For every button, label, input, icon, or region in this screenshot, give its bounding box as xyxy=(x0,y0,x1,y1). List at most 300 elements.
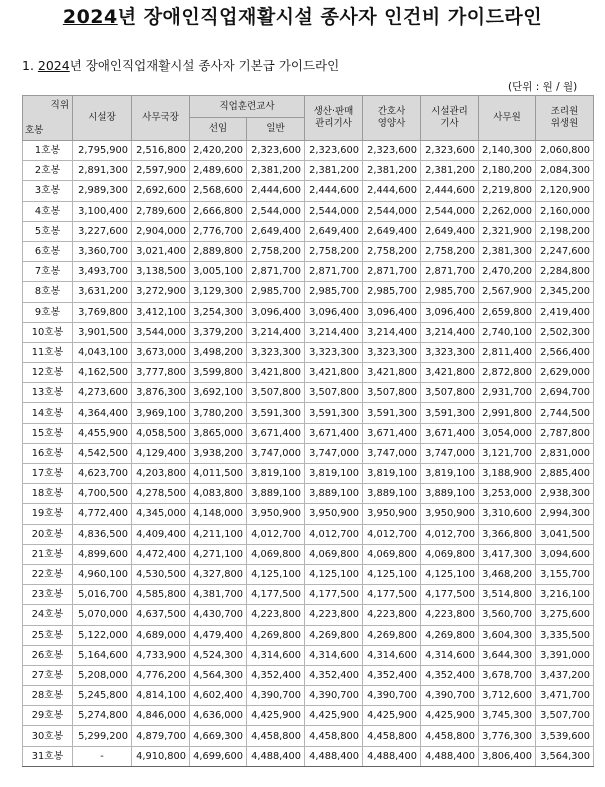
table-row xyxy=(23,686,594,706)
cell-grade: 26호봉 xyxy=(23,645,73,665)
cell-facility: 3,819,100 xyxy=(421,464,479,484)
cell-trainer-general: 3,214,400 xyxy=(247,322,305,342)
table-row xyxy=(23,363,594,383)
cell-production: 4,488,400 xyxy=(305,746,363,766)
cell-trainer-senior: 2,889,800 xyxy=(190,241,247,261)
cell-trainer-senior: 3,599,800 xyxy=(190,363,247,383)
cell-secretary: 4,910,800 xyxy=(132,746,190,766)
cell-facility: 4,488,400 xyxy=(421,746,479,766)
cell-production: 4,390,700 xyxy=(305,686,363,706)
cell-trainer-senior: 2,666,800 xyxy=(190,201,247,221)
cell-facility: 4,352,400 xyxy=(421,665,479,685)
cell-trainer-senior: 4,636,000 xyxy=(190,706,247,726)
cell-trainer-senior: 4,011,500 xyxy=(190,464,247,484)
cell-secretary: 4,345,000 xyxy=(132,504,190,524)
header-cook: 조리원 위생원 xyxy=(536,96,594,141)
cell-director: 4,700,500 xyxy=(73,484,132,504)
title-text: 년 장애인직업재활시설 종사자 인건비 가이드라인 xyxy=(117,6,543,28)
cell-director: - xyxy=(73,746,132,766)
cell-grade: 1호봉 xyxy=(23,141,73,161)
cell-facility: 2,323,600 xyxy=(421,141,479,161)
cell-secretary: 4,530,500 xyxy=(132,564,190,584)
cell-secretary: 4,637,500 xyxy=(132,605,190,625)
cell-production: 4,177,500 xyxy=(305,585,363,605)
cell-grade: 11호봉 xyxy=(23,342,73,362)
cell-director: 4,772,400 xyxy=(73,504,132,524)
cell-nurse: 4,488,400 xyxy=(363,746,421,766)
page-title xyxy=(0,2,605,29)
cell-facility: 4,269,800 xyxy=(421,625,479,645)
cell-production: 4,458,800 xyxy=(305,726,363,746)
cell-secretary: 4,409,400 xyxy=(132,524,190,544)
cell-grade: 7호봉 xyxy=(23,262,73,282)
table-row xyxy=(23,706,594,726)
cell-secretary: 2,516,800 xyxy=(132,141,190,161)
cell-cook: 2,938,300 xyxy=(536,484,594,504)
cell-facility: 3,950,900 xyxy=(421,504,479,524)
cell-trainer-senior: 4,271,100 xyxy=(190,544,247,564)
cell-nurse: 2,381,200 xyxy=(363,161,421,181)
cell-secretary: 4,203,800 xyxy=(132,464,190,484)
cell-director: 5,274,800 xyxy=(73,706,132,726)
header-trainer-senior: 선임 xyxy=(190,118,247,141)
table-row xyxy=(23,665,594,685)
cell-nurse: 4,352,400 xyxy=(363,665,421,685)
table-row xyxy=(23,726,594,746)
cell-grade: 5호봉 xyxy=(23,221,73,241)
cell-cook: 2,160,000 xyxy=(536,201,594,221)
cell-nurse: 3,421,800 xyxy=(363,363,421,383)
cell-grade: 14호봉 xyxy=(23,403,73,423)
cell-facility: 2,444,600 xyxy=(421,181,479,201)
cell-grade: 13호봉 xyxy=(23,383,73,403)
cell-nurse: 4,269,800 xyxy=(363,625,421,645)
cell-cook: 3,094,600 xyxy=(536,544,594,564)
cell-trainer-general: 3,950,900 xyxy=(247,504,305,524)
cell-facility: 2,544,000 xyxy=(421,201,479,221)
cell-nurse: 2,544,000 xyxy=(363,201,421,221)
cell-trainer-general: 3,671,400 xyxy=(247,423,305,443)
cell-clerk: 3,514,800 xyxy=(479,585,536,605)
cell-cook: 2,694,700 xyxy=(536,383,594,403)
cell-nurse: 4,069,800 xyxy=(363,544,421,564)
cell-trainer-senior: 2,420,200 xyxy=(190,141,247,161)
cell-trainer-senior: 4,327,800 xyxy=(190,564,247,584)
corner-header xyxy=(23,96,73,141)
cell-grade: 8호봉 xyxy=(23,282,73,302)
cell-nurse: 4,458,800 xyxy=(363,726,421,746)
cell-nurse: 2,649,400 xyxy=(363,221,421,241)
cell-clerk: 2,811,400 xyxy=(479,342,536,362)
cell-trainer-senior: 4,564,300 xyxy=(190,665,247,685)
cell-director: 3,360,700 xyxy=(73,241,132,261)
cell-production: 4,069,800 xyxy=(305,544,363,564)
cell-cook: 3,041,500 xyxy=(536,524,594,544)
cell-clerk: 2,567,900 xyxy=(479,282,536,302)
cell-trainer-senior: 3,780,200 xyxy=(190,403,247,423)
cell-director: 2,989,300 xyxy=(73,181,132,201)
cell-director: 5,016,700 xyxy=(73,585,132,605)
cell-secretary: 4,814,100 xyxy=(132,686,190,706)
cell-secretary: 3,544,000 xyxy=(132,322,190,342)
cell-clerk: 3,604,300 xyxy=(479,625,536,645)
cell-facility: 4,012,700 xyxy=(421,524,479,544)
cell-clerk: 3,468,200 xyxy=(479,564,536,584)
cell-facility: 3,214,400 xyxy=(421,322,479,342)
cell-grade: 15호봉 xyxy=(23,423,73,443)
cell-facility: 3,747,000 xyxy=(421,443,479,463)
cell-cook: 3,507,700 xyxy=(536,706,594,726)
cell-clerk: 2,262,000 xyxy=(479,201,536,221)
salary-table xyxy=(22,95,594,767)
cell-nurse: 4,314,600 xyxy=(363,645,421,665)
table-row xyxy=(23,564,594,584)
cell-clerk: 3,310,600 xyxy=(479,504,536,524)
cell-secretary: 3,969,100 xyxy=(132,403,190,423)
cell-cook: 2,060,800 xyxy=(536,141,594,161)
cell-cook: 2,885,400 xyxy=(536,464,594,484)
table-row xyxy=(23,141,594,161)
cell-cook: 2,787,800 xyxy=(536,423,594,443)
cell-trainer-general: 4,352,400 xyxy=(247,665,305,685)
cell-grade: 19호봉 xyxy=(23,504,73,524)
table-row xyxy=(23,241,594,261)
table-row xyxy=(23,282,594,302)
cell-cook: 3,155,700 xyxy=(536,564,594,584)
table-row xyxy=(23,262,594,282)
table-row xyxy=(23,645,594,665)
cell-clerk: 2,991,800 xyxy=(479,403,536,423)
cell-secretary: 2,597,900 xyxy=(132,161,190,181)
cell-trainer-senior: 4,479,400 xyxy=(190,625,247,645)
cell-director: 4,542,500 xyxy=(73,443,132,463)
cell-trainer-general: 2,985,700 xyxy=(247,282,305,302)
cell-trainer-senior: 3,129,300 xyxy=(190,282,247,302)
cell-production: 2,544,000 xyxy=(305,201,363,221)
cell-clerk: 3,745,300 xyxy=(479,706,536,726)
cell-secretary: 3,138,500 xyxy=(132,262,190,282)
cell-trainer-general: 4,177,500 xyxy=(247,585,305,605)
cell-trainer-senior: 3,865,000 xyxy=(190,423,247,443)
cell-trainer-general: 2,381,200 xyxy=(247,161,305,181)
cell-cook: 2,084,300 xyxy=(536,161,594,181)
cell-facility: 4,390,700 xyxy=(421,686,479,706)
cell-clerk: 3,644,300 xyxy=(479,645,536,665)
cell-nurse: 3,507,800 xyxy=(363,383,421,403)
cell-trainer-general: 4,125,100 xyxy=(247,564,305,584)
cell-trainer-general: 3,421,800 xyxy=(247,363,305,383)
cell-grade: 6호봉 xyxy=(23,241,73,261)
cell-trainer-general: 4,425,900 xyxy=(247,706,305,726)
cell-cook: 2,247,600 xyxy=(536,241,594,261)
cell-production: 3,671,400 xyxy=(305,423,363,443)
cell-cook: 2,629,000 xyxy=(536,363,594,383)
unit-note: (단위 : 원 / 월) xyxy=(508,81,578,93)
cell-trainer-general: 4,314,600 xyxy=(247,645,305,665)
cell-cook: 2,744,500 xyxy=(536,403,594,423)
cell-nurse: 3,671,400 xyxy=(363,423,421,443)
cell-cook: 2,345,200 xyxy=(536,282,594,302)
cell-grade: 28호봉 xyxy=(23,686,73,706)
table-row xyxy=(23,302,594,322)
cell-grade: 21호봉 xyxy=(23,544,73,564)
header-clerk: 사무원 xyxy=(479,96,536,141)
cell-director: 3,631,200 xyxy=(73,282,132,302)
cell-trainer-senior: 4,669,300 xyxy=(190,726,247,746)
cell-director: 2,891,300 xyxy=(73,161,132,181)
cell-grade: 31호봉 xyxy=(23,746,73,766)
cell-facility: 3,591,300 xyxy=(421,403,479,423)
cell-trainer-senior: 2,776,700 xyxy=(190,221,247,241)
section-number: 1. xyxy=(22,58,38,73)
cell-trainer-senior: 4,602,400 xyxy=(190,686,247,706)
cell-director: 3,769,800 xyxy=(73,302,132,322)
cell-cook: 3,564,300 xyxy=(536,746,594,766)
cell-production: 2,444,600 xyxy=(305,181,363,201)
cell-production: 4,125,100 xyxy=(305,564,363,584)
table-row xyxy=(23,524,594,544)
cell-facility: 3,096,400 xyxy=(421,302,479,322)
cell-cook: 2,419,400 xyxy=(536,302,594,322)
cell-director: 4,364,400 xyxy=(73,403,132,423)
cell-production: 3,214,400 xyxy=(305,322,363,342)
cell-trainer-senior: 3,005,100 xyxy=(190,262,247,282)
cell-trainer-senior: 4,430,700 xyxy=(190,605,247,625)
cell-secretary: 4,879,700 xyxy=(132,726,190,746)
cell-director: 5,122,000 xyxy=(73,625,132,645)
cell-director: 4,455,900 xyxy=(73,423,132,443)
cell-grade: 18호봉 xyxy=(23,484,73,504)
cell-trainer-general: 3,507,800 xyxy=(247,383,305,403)
cell-production: 4,012,700 xyxy=(305,524,363,544)
cell-grade: 4호봉 xyxy=(23,201,73,221)
cell-production: 3,507,800 xyxy=(305,383,363,403)
cell-nurse: 3,591,300 xyxy=(363,403,421,423)
cell-clerk: 3,188,900 xyxy=(479,464,536,484)
header-nurse: 간호사 영양사 xyxy=(363,96,421,141)
cell-trainer-general: 4,390,700 xyxy=(247,686,305,706)
cell-facility: 3,507,800 xyxy=(421,383,479,403)
cell-director: 4,273,600 xyxy=(73,383,132,403)
cell-clerk: 3,366,800 xyxy=(479,524,536,544)
cell-clerk: 3,776,300 xyxy=(479,726,536,746)
cell-secretary: 3,673,000 xyxy=(132,342,190,362)
cell-cook: 3,471,700 xyxy=(536,686,594,706)
cell-secretary: 4,472,400 xyxy=(132,544,190,564)
cell-production: 2,323,600 xyxy=(305,141,363,161)
cell-trainer-general: 2,871,700 xyxy=(247,262,305,282)
cell-clerk: 2,140,300 xyxy=(479,141,536,161)
table-row xyxy=(23,504,594,524)
cell-production: 3,591,300 xyxy=(305,403,363,423)
cell-trainer-general: 3,096,400 xyxy=(247,302,305,322)
table-row xyxy=(23,181,594,201)
cell-director: 4,960,100 xyxy=(73,564,132,584)
table-row xyxy=(23,585,594,605)
table-row xyxy=(23,443,594,463)
cell-production: 4,314,600 xyxy=(305,645,363,665)
cell-trainer-general: 2,758,200 xyxy=(247,241,305,261)
cell-trainer-general: 2,323,600 xyxy=(247,141,305,161)
corner-grade-label: 호봉 xyxy=(25,125,44,136)
cell-trainer-general: 4,458,800 xyxy=(247,726,305,746)
cell-secretary: 3,272,900 xyxy=(132,282,190,302)
table-row xyxy=(23,464,594,484)
cell-clerk: 2,219,800 xyxy=(479,181,536,201)
cell-trainer-senior: 3,498,200 xyxy=(190,342,247,362)
cell-clerk: 2,180,200 xyxy=(479,161,536,181)
cell-production: 2,381,200 xyxy=(305,161,363,181)
cell-secretary: 4,278,500 xyxy=(132,484,190,504)
cell-facility: 3,323,300 xyxy=(421,342,479,362)
cell-trainer-senior: 3,938,200 xyxy=(190,443,247,463)
cell-production: 3,889,100 xyxy=(305,484,363,504)
cell-grade: 27호봉 xyxy=(23,665,73,685)
cell-director: 2,795,900 xyxy=(73,141,132,161)
cell-production: 3,950,900 xyxy=(305,504,363,524)
cell-director: 4,836,500 xyxy=(73,524,132,544)
cell-nurse: 3,323,300 xyxy=(363,342,421,362)
cell-cook: 3,216,100 xyxy=(536,585,594,605)
cell-cook: 3,335,500 xyxy=(536,625,594,645)
cell-secretary: 3,412,100 xyxy=(132,302,190,322)
cell-director: 3,100,400 xyxy=(73,201,132,221)
cell-trainer-senior: 4,148,000 xyxy=(190,504,247,524)
cell-grade: 12호봉 xyxy=(23,363,73,383)
section-heading xyxy=(22,56,339,74)
cell-nurse: 2,323,600 xyxy=(363,141,421,161)
cell-grade: 24호봉 xyxy=(23,605,73,625)
cell-grade: 23호봉 xyxy=(23,585,73,605)
cell-nurse: 4,390,700 xyxy=(363,686,421,706)
cell-production: 3,421,800 xyxy=(305,363,363,383)
corner-position-label: 직위 xyxy=(50,100,69,111)
cell-secretary: 3,021,400 xyxy=(132,241,190,261)
cell-facility: 2,758,200 xyxy=(421,241,479,261)
cell-cook: 3,539,600 xyxy=(536,726,594,746)
cell-cook: 2,994,300 xyxy=(536,504,594,524)
cell-secretary: 4,776,200 xyxy=(132,665,190,685)
cell-grade: 22호봉 xyxy=(23,564,73,584)
cell-production: 3,819,100 xyxy=(305,464,363,484)
cell-grade: 16호봉 xyxy=(23,443,73,463)
cell-secretary: 2,904,000 xyxy=(132,221,190,241)
cell-production: 4,269,800 xyxy=(305,625,363,645)
cell-trainer-senior: 3,692,100 xyxy=(190,383,247,403)
cell-nurse: 4,425,900 xyxy=(363,706,421,726)
cell-director: 5,164,600 xyxy=(73,645,132,665)
cell-secretary: 3,876,300 xyxy=(132,383,190,403)
cell-secretary: 4,129,400 xyxy=(132,443,190,463)
cell-grade: 25호봉 xyxy=(23,625,73,645)
cell-facility: 2,871,700 xyxy=(421,262,479,282)
table-row xyxy=(23,221,594,241)
cell-trainer-senior: 4,524,300 xyxy=(190,645,247,665)
cell-trainer-senior: 2,489,600 xyxy=(190,161,247,181)
salary-table-body xyxy=(23,141,594,767)
table-row xyxy=(23,383,594,403)
cell-trainer-senior: 4,699,600 xyxy=(190,746,247,766)
cell-production: 3,096,400 xyxy=(305,302,363,322)
cell-grade: 10호봉 xyxy=(23,322,73,342)
table-row xyxy=(23,403,594,423)
cell-cook: 2,831,000 xyxy=(536,443,594,463)
cell-trainer-general: 3,889,100 xyxy=(247,484,305,504)
cell-clerk: 2,931,700 xyxy=(479,383,536,403)
cell-facility: 4,069,800 xyxy=(421,544,479,564)
cell-director: 5,299,200 xyxy=(73,726,132,746)
cell-facility: 2,381,200 xyxy=(421,161,479,181)
cell-trainer-senior: 3,254,300 xyxy=(190,302,247,322)
cell-facility: 2,649,400 xyxy=(421,221,479,241)
cell-clerk: 2,381,300 xyxy=(479,241,536,261)
cell-nurse: 3,950,900 xyxy=(363,504,421,524)
cell-nurse: 3,096,400 xyxy=(363,302,421,322)
section-year: 2024 xyxy=(37,58,70,73)
cell-production: 4,352,400 xyxy=(305,665,363,685)
cell-secretary: 4,846,000 xyxy=(132,706,190,726)
section-text: 년 장애인직업재활시설 종사자 기본급 가이드라인 xyxy=(69,58,340,73)
cell-trainer-senior: 2,568,600 xyxy=(190,181,247,201)
cell-production: 4,425,900 xyxy=(305,706,363,726)
cell-secretary: 4,058,500 xyxy=(132,423,190,443)
cell-clerk: 2,470,200 xyxy=(479,262,536,282)
table-row xyxy=(23,605,594,625)
table-row xyxy=(23,544,594,564)
cell-nurse: 3,214,400 xyxy=(363,322,421,342)
cell-facility: 4,223,800 xyxy=(421,605,479,625)
cell-trainer-general: 3,819,100 xyxy=(247,464,305,484)
cell-clerk: 3,054,000 xyxy=(479,423,536,443)
header-director: 시설장 xyxy=(73,96,132,141)
cell-facility: 3,421,800 xyxy=(421,363,479,383)
cell-clerk: 3,417,300 xyxy=(479,544,536,564)
cell-clerk: 2,872,800 xyxy=(479,363,536,383)
table-row xyxy=(23,322,594,342)
cell-grade: 17호봉 xyxy=(23,464,73,484)
cell-facility: 3,671,400 xyxy=(421,423,479,443)
cell-director: 5,245,800 xyxy=(73,686,132,706)
cell-trainer-senior: 4,381,700 xyxy=(190,585,247,605)
cell-trainer-general: 2,544,000 xyxy=(247,201,305,221)
cell-director: 4,043,100 xyxy=(73,342,132,362)
cell-cook: 2,120,900 xyxy=(536,181,594,201)
cell-cook: 2,502,300 xyxy=(536,322,594,342)
cell-facility: 4,125,100 xyxy=(421,564,479,584)
cell-nurse: 4,012,700 xyxy=(363,524,421,544)
cell-cook: 3,275,600 xyxy=(536,605,594,625)
cell-grade: 3호봉 xyxy=(23,181,73,201)
cell-clerk: 3,806,400 xyxy=(479,746,536,766)
cell-trainer-general: 3,323,300 xyxy=(247,342,305,362)
header-production: 생산·판매 관리기사 xyxy=(305,96,363,141)
cell-facility: 4,458,800 xyxy=(421,726,479,746)
cell-trainer-general: 3,591,300 xyxy=(247,403,305,423)
cell-facility: 2,985,700 xyxy=(421,282,479,302)
cell-facility: 4,177,500 xyxy=(421,585,479,605)
cell-clerk: 3,560,700 xyxy=(479,605,536,625)
cell-clerk: 3,253,000 xyxy=(479,484,536,504)
cell-clerk: 3,678,700 xyxy=(479,665,536,685)
cell-secretary: 2,692,600 xyxy=(132,181,190,201)
cell-nurse: 2,871,700 xyxy=(363,262,421,282)
cell-director: 3,901,500 xyxy=(73,322,132,342)
cell-secretary: 4,689,000 xyxy=(132,625,190,645)
cell-clerk: 2,659,800 xyxy=(479,302,536,322)
cell-clerk: 3,712,600 xyxy=(479,686,536,706)
cell-trainer-general: 4,269,800 xyxy=(247,625,305,645)
cell-nurse: 3,819,100 xyxy=(363,464,421,484)
